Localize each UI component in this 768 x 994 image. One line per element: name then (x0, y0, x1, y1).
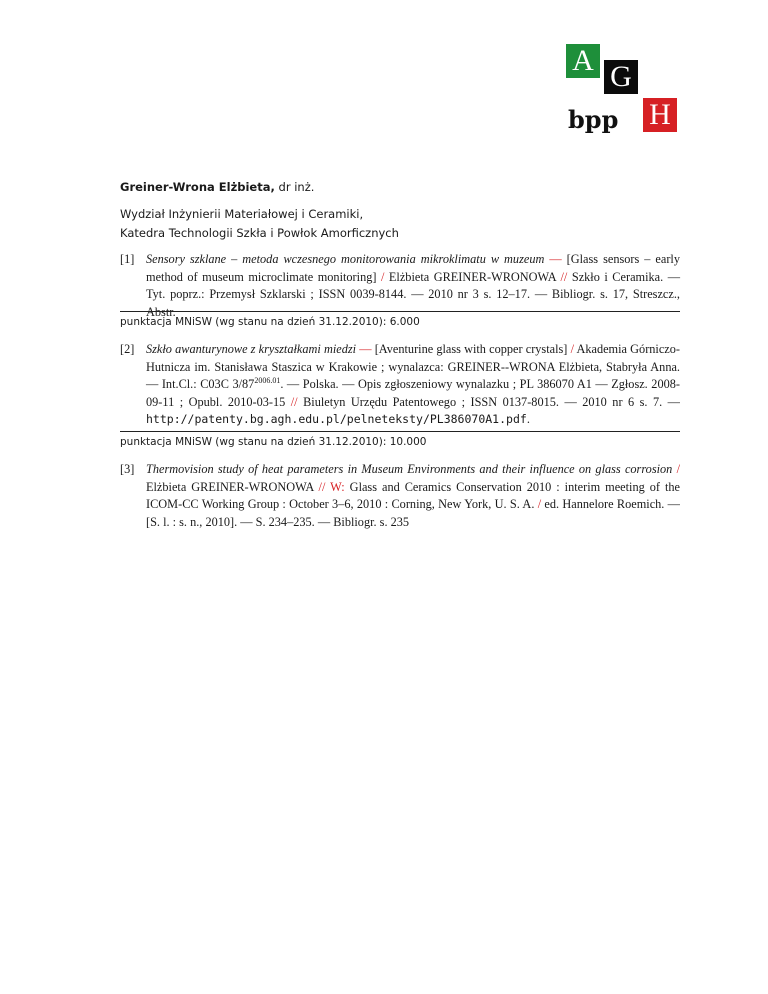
entry-source-cont: ed. Hannelore Roemich. — [S. l. : s. n., 2010]. — S. 234–235. — Bibliogr. s. 235 (146, 497, 680, 529)
entry-separator: / (534, 497, 545, 511)
entry-separator: // (556, 269, 572, 284)
entry-text (146, 341, 680, 429)
entry-source: Biuletyn Urzędu Patentowego ; ISSN 0137-8015. — 2010 nr 6 s. 7. — (303, 394, 680, 409)
entry-title: Sensory szklane – metoda wczesnego monitorowania mikroklimatu w muzeum (146, 252, 545, 266)
publication-entry-2 (120, 341, 680, 429)
entry-source: Glass and Ceramics Conservation 2010 : interim meeting of the ICOM-CC Working Group : October 3–6, 2010 : Corning, New York, U. S. A. (146, 479, 680, 511)
entry-separator: — (356, 342, 375, 356)
entry-number: [3] (120, 462, 135, 476)
entry-source-end: . (526, 412, 530, 426)
logo-letter-h: H (643, 98, 677, 132)
affiliation-department: Katedra Technologii Szkła i Powłok Amorficznych (120, 226, 399, 240)
logo-letter-a: A (566, 44, 600, 78)
entry-separator: // (285, 394, 304, 409)
entry-translated-title: [Aventurine glass with copper crystals] (374, 342, 568, 356)
entry-fulltext-link[interactable]: http://patenty.bg.agh.edu.pl/pelneteksty/PL386070A1.pdf (146, 412, 527, 426)
entry-score: punktacja MNiSW (wg stanu na dzień 31.12.2010): 10.000 (120, 436, 427, 448)
entry-separator: / (376, 269, 389, 284)
entry-number: [2] (120, 342, 135, 356)
author-name: Greiner-Wrona Elżbieta, (120, 180, 275, 194)
affiliation-faculty: Wydział Inżynierii Materiałowej i Ceramiki, (120, 207, 364, 221)
logo-letter-g: G (604, 60, 638, 94)
entry-number: [1] (120, 252, 135, 266)
entry-source: Szkło i Ceramika. — Tyt. poprz.: Przemysł Szklarski ; ISSN 0039-8144. — 2010 nr 3 s. 12–17. — Bibliogr. s. 17, Streszcz., Abstr. (146, 269, 680, 319)
entry-class-version: 2006.01 (254, 375, 281, 385)
entry-text (146, 461, 680, 531)
publication-entry-3 (120, 461, 680, 531)
entry-w-label: W: (330, 479, 345, 494)
entry-divider (120, 431, 680, 432)
entry-authors: Elżbieta GREINER-WRONOWA (388, 269, 556, 284)
entry-separator: / (672, 462, 680, 476)
logo-bpp-text: bpp (568, 105, 619, 134)
author-degree: dr inż. (278, 180, 315, 194)
entry-authors: Akademia Górniczo-Hutnicza im. Stanisława Staszica w Krakowie ; wynalazca: GREINER--WRONA Elżbieta, Stabryła Anna. — Int.Cl.: C03C 3/87 (146, 342, 681, 391)
author-line (120, 180, 314, 194)
entry-translated-title: [Glass sensors – early method of museum microclimate monitoring] (146, 252, 680, 284)
affiliation (120, 205, 399, 243)
entry-separator: — (544, 252, 567, 266)
agh-bpp-logo (0, 0, 768, 140)
entry-separator: / (567, 342, 577, 356)
entry-divider (120, 311, 680, 312)
entry-authors-cont: . — Polska. — Opis zgłoszeniowy wynalazku ; PL 386070 A1 — Zgłosz. 2008-09-11 ; Opubl. 2010-03-15 (146, 377, 680, 409)
entry-title: Thermovision study of heat parameters in Museum Environments and their influence on glass corrosion (146, 462, 673, 476)
entry-authors: Elżbieta GREINER-WRONOWA (146, 479, 314, 494)
entry-title: Szkło awanturynowe z kryształkami miedzi (146, 342, 357, 356)
entry-score: punktacja MNiSW (wg stanu na dzień 31.12.2010): 6.000 (120, 316, 420, 328)
entry-separator: // (313, 479, 331, 494)
